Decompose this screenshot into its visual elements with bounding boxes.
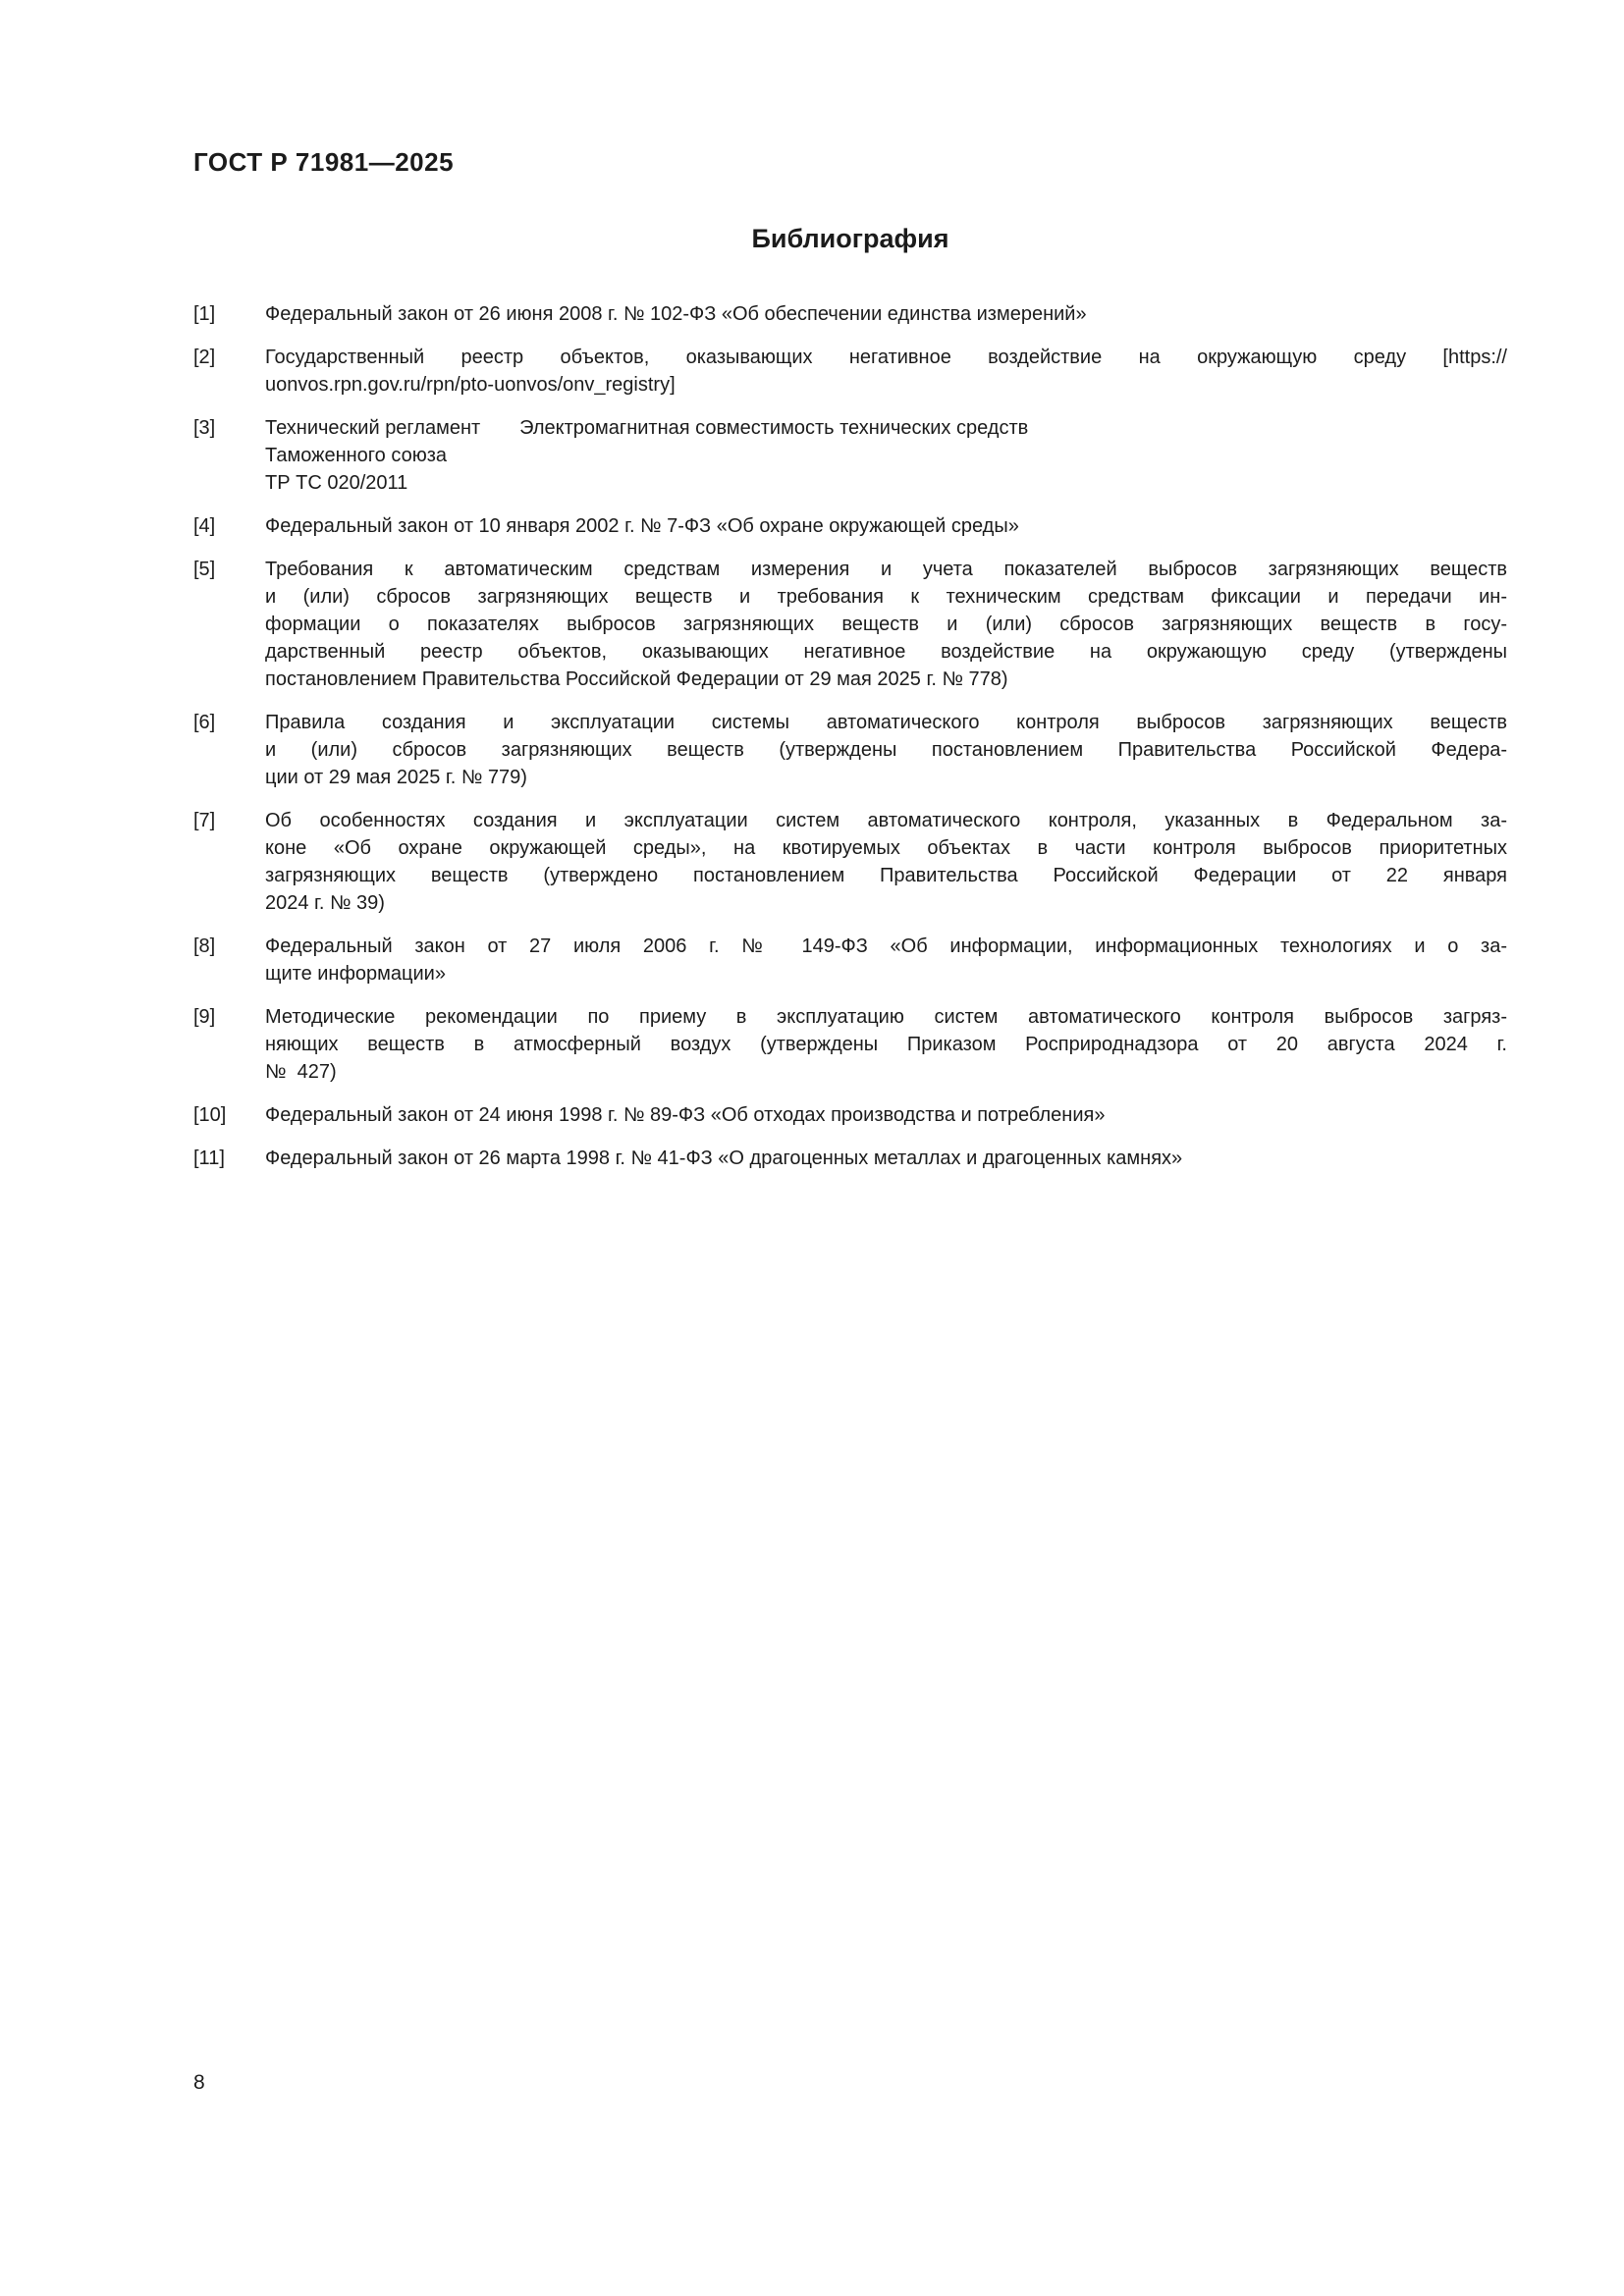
reference-row bbox=[193, 1101, 1507, 1129]
reference-row bbox=[193, 414, 1507, 497]
reference-text bbox=[265, 414, 1507, 497]
reference-line: и (или) сбросов загрязняющих веществ и требования к техническим средствам фиксации и передачи ин- bbox=[265, 586, 1507, 608]
reference-line: Федеральный закон от 26 июня 2008 г. № 102-ФЗ «Об обеспечении единства измерений» bbox=[265, 303, 1087, 325]
reference-line: 2024 г. № 39) bbox=[265, 892, 385, 914]
reference-number: [5] bbox=[193, 559, 216, 580]
reference-row bbox=[193, 556, 1507, 693]
reference-line: Технический регламент Электромагнитная совместимость технических средств bbox=[265, 417, 1029, 439]
reference-line: Федеральный закон от 24 июня 1998 г. № 89-ФЗ «Об отходах производства и потребления» bbox=[265, 1104, 1106, 1126]
reference-text bbox=[265, 300, 1507, 328]
reference-row bbox=[193, 1145, 1507, 1172]
reference-line: ТР ТС 020/2011 bbox=[265, 472, 408, 494]
reference-line: Методические рекомендации по приему в эксплуатацию систем автоматического контроля выбросов загряз- bbox=[265, 1006, 1507, 1028]
reference-line: Федеральный закон от 26 марта 1998 г. № 41-ФЗ «О драгоценных металлах и драгоценных камнях» bbox=[265, 1148, 1183, 1169]
reference-text bbox=[265, 512, 1507, 540]
reference-line: Об особенностях создания и эксплуатации систем автоматического контроля, указанных в Федеральном за- bbox=[265, 810, 1507, 831]
bibliography-heading: Библиография bbox=[751, 224, 949, 253]
reference-line: Федеральный закон от 10 января 2002 г. № 7-ФЗ «Об охране окружающей среды» bbox=[265, 515, 1019, 537]
reference-number: [10] bbox=[193, 1104, 227, 1126]
reference-row bbox=[193, 512, 1507, 540]
reference-line: дарственный реестр объектов, оказывающих негативное воздействие на окружающую среду (утверждены bbox=[265, 641, 1507, 663]
reference-row bbox=[193, 807, 1507, 917]
reference-text bbox=[265, 709, 1507, 791]
page-number: 8 bbox=[193, 2071, 205, 2094]
document-code: ГОСТ Р 71981—2025 bbox=[193, 147, 455, 177]
reference-row bbox=[193, 1003, 1507, 1086]
reference-number: [11] bbox=[193, 1148, 225, 1169]
references-list bbox=[193, 300, 1507, 1188]
reference-number: [4] bbox=[193, 515, 216, 537]
reference-text bbox=[265, 933, 1507, 988]
reference-line: Государственный реестр объектов, оказывающих негативное воздействие на окружающую среду [https:// bbox=[265, 347, 1507, 368]
reference-text bbox=[265, 1101, 1507, 1129]
reference-line: щите информации» bbox=[265, 963, 446, 985]
reference-line: постановлением Правительства Российской Федерации от 29 мая 2025 г. № 778) bbox=[265, 668, 1008, 690]
reference-row bbox=[193, 933, 1507, 988]
reference-line: № 427) bbox=[265, 1061, 337, 1083]
reference-line: загрязняющих веществ (утверждено постановлением Правительства Российской Федерации от 22 января bbox=[265, 865, 1507, 886]
reference-number: [9] bbox=[193, 1006, 216, 1028]
reference-text bbox=[265, 807, 1507, 917]
reference-number: [6] bbox=[193, 712, 216, 733]
reference-number: [2] bbox=[193, 347, 216, 368]
reference-line: формации о показателях выбросов загрязняющих веществ и (или) сбросов загрязняющих веществ в госу- bbox=[265, 614, 1507, 635]
reference-number: [7] bbox=[193, 810, 216, 831]
reference-number: [1] bbox=[193, 303, 216, 325]
reference-line: Правила создания и эксплуатации системы автоматического контроля выбросов загрязняющих веществ bbox=[265, 712, 1507, 733]
reference-line: и (или) сбросов загрязняющих веществ (утверждены постановлением Правительства Российской Федера- bbox=[265, 739, 1507, 761]
reference-line: няющих веществ в атмосферный воздух (утверждены Приказом Росприроднадзора от 20 августа 2024 г. bbox=[265, 1034, 1507, 1055]
reference-line: коне «Об охране окружающей среды», на квотируемых объектах в части контроля выбросов приоритетных bbox=[265, 837, 1507, 859]
reference-text bbox=[265, 1145, 1507, 1172]
reference-number: [3] bbox=[193, 417, 216, 439]
reference-number: [8] bbox=[193, 935, 216, 957]
reference-line: Таможенного союза bbox=[265, 445, 447, 466]
reference-line: Федеральный закон от 27 июля 2006 г. № 149-ФЗ «Об информации, информационных технологиях и о за- bbox=[265, 935, 1507, 957]
reference-text bbox=[265, 344, 1507, 399]
reference-row bbox=[193, 709, 1507, 791]
reference-row bbox=[193, 344, 1507, 399]
reference-line: Требования к автоматическим средствам измерения и учета показателей выбросов загрязняющих веществ bbox=[265, 559, 1507, 580]
reference-text bbox=[265, 556, 1507, 693]
reference-line: ции от 29 мая 2025 г. № 779) bbox=[265, 767, 527, 788]
reference-line: uonvos.rpn.gov.ru/rpn/pto-uonvos/onv_registry] bbox=[265, 374, 676, 396]
reference-row bbox=[193, 300, 1507, 328]
reference-text bbox=[265, 1003, 1507, 1086]
